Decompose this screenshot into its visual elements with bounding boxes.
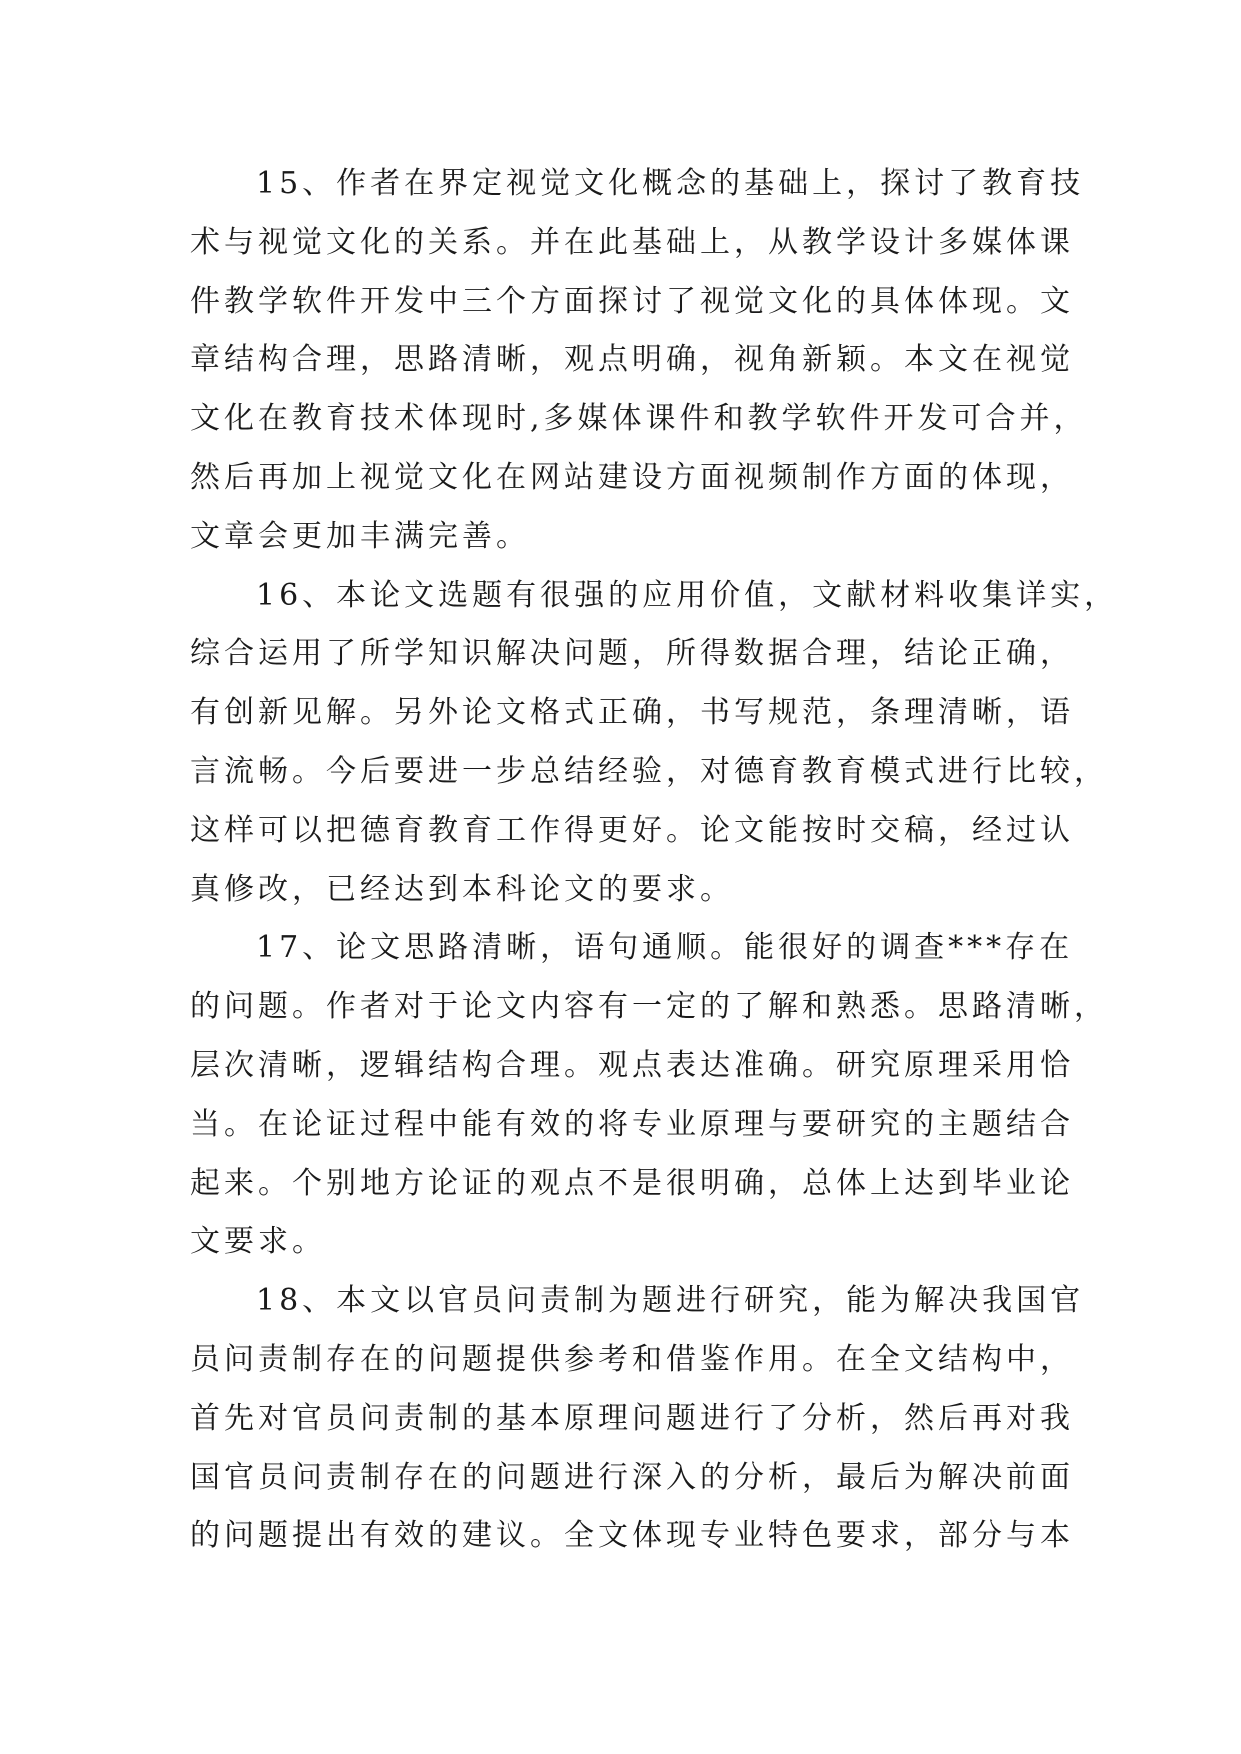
paragraph-18-line-3: 首先对官员问责制的基本原理问题进行了分析，然后再对我 bbox=[190, 1400, 1074, 1436]
paragraph-15-line-3: 件教学软件开发中三个方面探讨了视觉文化的具体体现。文 bbox=[190, 283, 1074, 319]
paragraph-17-line-3: 层次清晰，逻辑结构合理。观点表达准确。研究原理采用恰 bbox=[190, 1047, 1074, 1083]
paragraph-16-line-2: 综合运用了所学知识解决问题，所得数据合理，结论正确， bbox=[190, 636, 1074, 672]
paragraph-18-line-4: 国官员问责制存在的问题进行深入的分析，最后为解决前面 bbox=[190, 1459, 1074, 1495]
paragraph-16-line-4: 言流畅。今后要进一步总结经验，对德育教育模式进行比较， bbox=[190, 753, 1108, 789]
paragraph-15-line-5: 文化在教育技术体现时,多媒体课件和教学软件开发可合并， bbox=[190, 401, 1088, 437]
document-body bbox=[190, 155, 1119, 1566]
paragraph-15-line-2: 术与视觉文化的关系。并在此基础上，从教学设计多媒体课 bbox=[190, 224, 1074, 260]
paragraph-15-line-6: 然后再加上视觉文化在网站建设方面视频制作方面的体现， bbox=[190, 459, 1074, 495]
paragraph-15-line-7: 文章会更加丰满完善。 bbox=[190, 518, 530, 554]
paragraph-17-line-1: 17、论文思路清晰，语句通顺。能很好的调查***存在 bbox=[256, 930, 1074, 966]
paragraph-16-line-1: 16、本论文选题有很强的应用价值，文献材料收集详实， bbox=[256, 577, 1119, 613]
paragraph-15-line-1: 15、作者在界定视觉文化概念的基础上，探讨了教育技 bbox=[256, 166, 1085, 201]
paragraph-18-line-5: 的问题提出有效的建议。全文体现专业特色要求，部分与本 bbox=[190, 1518, 1074, 1554]
paragraph-15-line-4: 章结构合理，思路清晰，观点明确，视角新颖。本文在视觉 bbox=[190, 342, 1074, 378]
paragraph-17-line-2: 的问题。作者对于论文内容有一定的了解和熟悉。思路清晰， bbox=[190, 989, 1108, 1025]
paragraph-16-line-5: 这样可以把德育教育工作得更好。论文能按时交稿，经过认 bbox=[190, 812, 1074, 848]
paragraph-17-line-6: 文要求。 bbox=[190, 1224, 326, 1260]
paragraph-17-line-5: 起来。个别地方论证的观点不是很明确，总体上达到毕业论 bbox=[190, 1165, 1074, 1201]
paragraph-17-line-4: 当。在论证过程中能有效的将专业原理与要研究的主题结合 bbox=[190, 1106, 1074, 1142]
paragraph-18-line-1: 18、本文以官员问责制为题进行研究，能为解决我国官 bbox=[256, 1283, 1085, 1319]
paragraph-16-line-3: 有创新见解。另外论文格式正确，书写规范，条理清晰，语 bbox=[190, 695, 1074, 731]
paragraph-18-line-2: 员问责制存在的问题提供参考和借鉴作用。在全文结构中， bbox=[190, 1341, 1074, 1377]
paragraph-16-line-6: 真修改，已经达到本科论文的要求。 bbox=[190, 871, 734, 907]
